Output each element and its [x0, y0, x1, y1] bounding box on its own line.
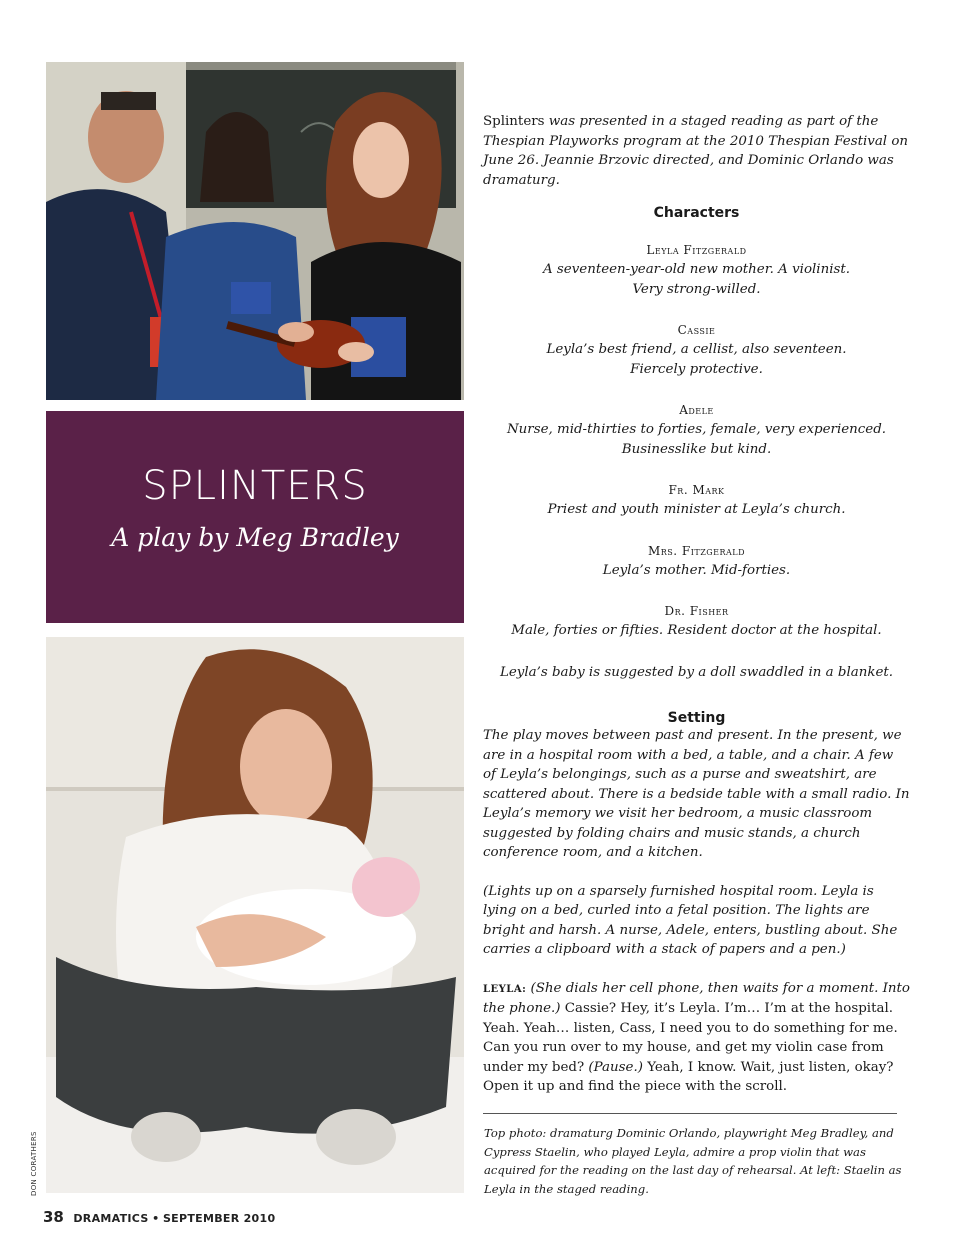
character-desc: A seventeen-year-old new mother. A violinist.: [542, 262, 850, 277]
character-entry: [483, 401, 910, 459]
title-box: [46, 411, 464, 623]
photo-caption: Top photo: dramaturg Dominic Orlando, playwright Meg Bradley, and Cypress Staelin, who played Leyla, admire a prop violin that was acquired for the reading on the last day of rehearsal. At left: Staelin as Leyla in the staged reading.: [484, 1126, 902, 1196]
baby-note: Leyla’s baby is suggested by a doll swaddled in a blanket.: [499, 664, 894, 680]
top-photo-illustration: [46, 62, 464, 400]
character-desc: Very strong-willed.: [632, 281, 761, 297]
character-entry: [483, 602, 910, 641]
dialogue-direction: (She dials her cell phone, then waits for a moment. Into the phone.): [483, 980, 910, 1016]
intro-paragraph: [483, 112, 910, 190]
character-name: Cassie: [677, 323, 716, 337]
top-photo: [46, 62, 464, 400]
dialogue-direction: (Pause.): [584, 1059, 643, 1075]
character-entry: [483, 481, 910, 520]
caption-divider: [483, 1113, 897, 1114]
character-name: Mrs. Fitzgerald: [647, 543, 746, 558]
photo-credit: DON CORATHERS: [30, 1131, 38, 1196]
footer-separator: •: [152, 1212, 160, 1225]
page-footer: [43, 1208, 275, 1226]
character-entry: [483, 241, 910, 299]
character-desc: Leyla’s mother. Mid-forties.: [602, 562, 791, 578]
character-desc: Leyla’s best friend, a cellist, also seventeen.: [546, 342, 847, 357]
characters-heading: Characters: [653, 205, 740, 221]
character-name: Leyla Fitzgerald: [646, 243, 747, 257]
bottom-photo: [46, 637, 464, 1193]
setting-text: The play moves between past and present. In the present, we are in a hospital room with a bed, a table, and a chair. A few of Leyla’s belongings, such as a purse and sweatshirt, are scattered about. There is a bedside table with a small radio. In Leyla’s memory we visit her bedroom, a music classroom suggested by folding chairs and music stands, a church conference room, and a kitchen.: [483, 728, 910, 860]
setting-heading: Setting: [667, 710, 726, 726]
play-subtitle: A play by Meg Bradley: [111, 523, 399, 552]
character-entry: [483, 321, 910, 379]
stage-direction: (Lights up on a sparsely furnished hospital room. Leyla is lying on a bed, curled into a fetal position. The lights are bright and harsh. A nurse, Adele, enters, bustling about. She carries a clipboard with a stack of papers and a pen.): [483, 883, 898, 957]
characters-section: [483, 205, 910, 682]
page-number: 38: [43, 1208, 64, 1226]
character-desc: Nurse, mid-thirties to forties, female, very experienced.: [506, 422, 887, 437]
magazine-name: DRAMATICS: [73, 1212, 149, 1225]
character-list: [483, 241, 910, 641]
character-entry: [483, 542, 910, 581]
intro-title-word: Splinters: [483, 114, 545, 129]
character-name: Fr. Mark: [668, 483, 725, 497]
dialogue-text: Cassie? Hey, it’s Leyla. I’m… I’m at the hospital. Yeah. Yeah… listen, Cass, I need you to do something for me. Can you run over to my house, and get my violin case from under my bed?: [483, 1001, 898, 1075]
character-desc: Priest and youth minister at Leyla’s church.: [547, 502, 846, 517]
setting-section: [483, 710, 910, 1097]
character-name: Dr. Fisher: [664, 604, 729, 618]
character-name: Adele: [679, 403, 714, 417]
intro-text: was presented in a staged reading as part of the Thespian Playworks program at the 2010 Thespian Festival on June 26. Jeannie Brzovic directed, and Dominic Orlando was dramaturg.: [483, 114, 909, 188]
bottom-photo-illustration: [46, 637, 464, 1193]
character-desc: Male, forties or fifties. Resident doctor at the hospital.: [511, 623, 882, 638]
issue-date: SEPTEMBER 2010: [162, 1212, 276, 1225]
character-desc: Businesslike but kind.: [621, 441, 772, 457]
play-title: SPLINTERS: [142, 463, 368, 509]
character-desc: Fiercely protective.: [630, 361, 763, 377]
dialogue-paragraph: [483, 979, 910, 1097]
speaker-name: LEYLA:: [483, 983, 527, 995]
dialogue-text: Yeah, I know. Wait, just listen, okay? Open it up and find the piece with the scroll.: [483, 1059, 894, 1094]
